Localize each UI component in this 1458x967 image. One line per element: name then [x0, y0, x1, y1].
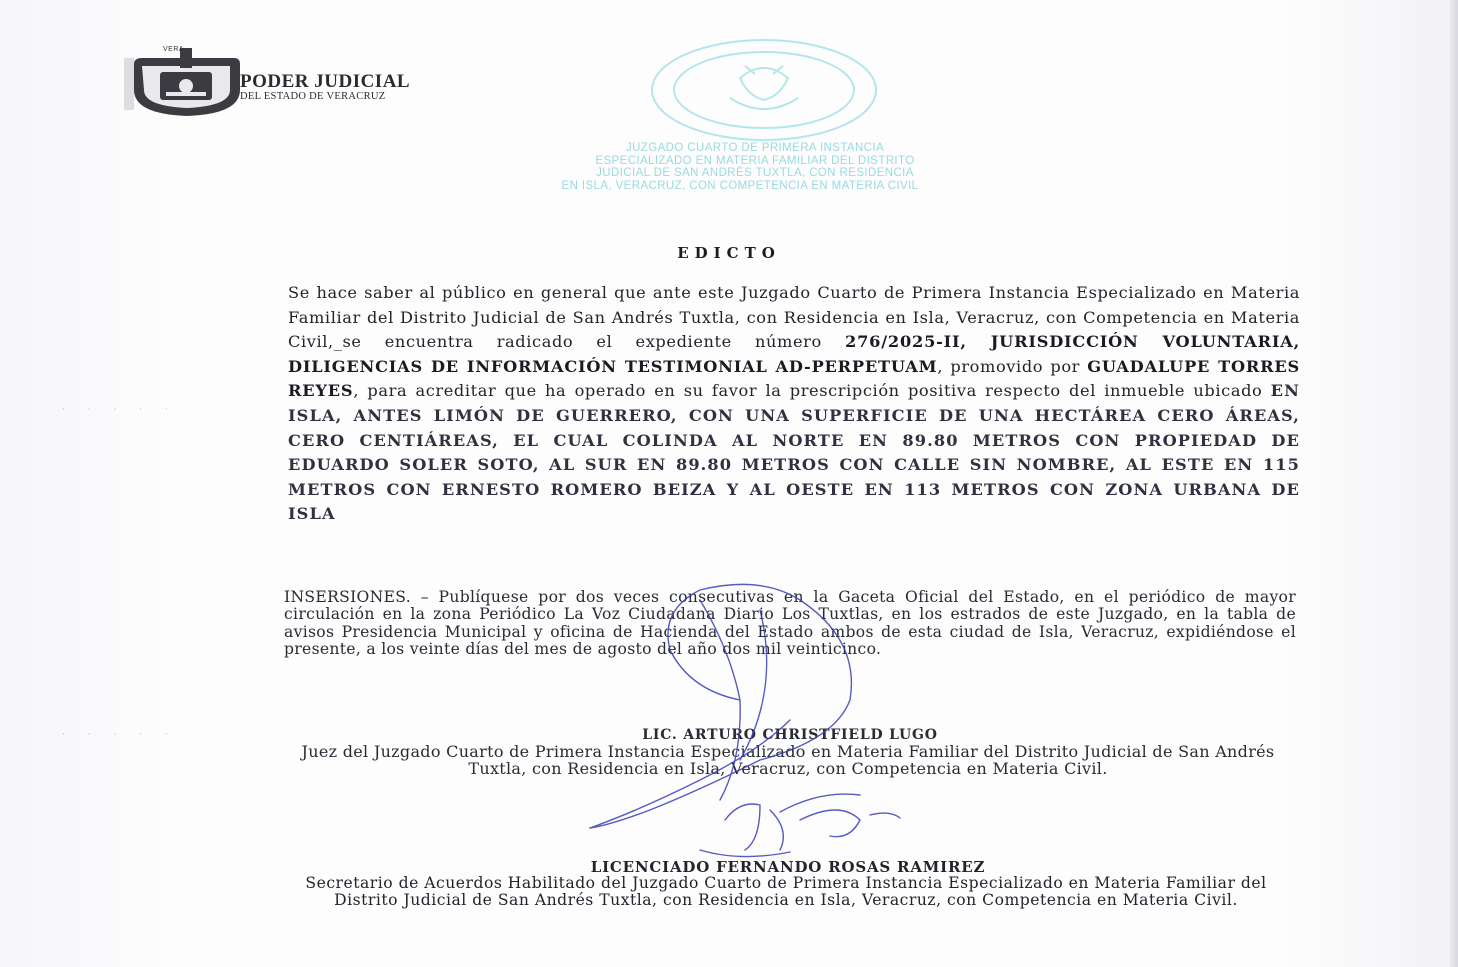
poder-judicial-crest-icon	[122, 42, 247, 118]
scan-marks: · · · · ·	[62, 730, 178, 740]
seal-text	[505, 142, 1005, 192]
court-seal-stamp-icon	[645, 38, 883, 150]
seal-line: JUZGADO CUARTO DE PRIMERA INSTANCIA	[625, 142, 885, 154]
edict-paragraph-2: INSERSIONES. – Publíquese por dos veces consecutivas en la Gaceta Oficial del Estado, en el periódico de mayor circulación en la zona Periódico La Voz Ciudadana Diario Los Tuxtlas, en los estrados de este Juzgado, en la tabla de avisos Presidencia Municipal y oficina de Hacienda del Estado ambos de esta ciudad de Isla, Veracruz, expidiéndose el presente, a los veinte días del mes de agosto del año dos mil veinticinco.	[284, 588, 1296, 658]
intro-text: Se hace saber al público en general que ante este Juzgado Cuarto de Primera Instancia Especializado en Materia Familiar del Distrito Judicial de San Andrés Tuxtla, con Residencia en Isla, Veracruz, con Competencia en Materia Civil,_se encuentra radicado el expediente número	[288, 283, 1300, 352]
org-brand	[240, 72, 410, 102]
seal-line: EN ISLA, VERACRUZ, CON COMPETENCIA EN MATERIA CIVIL	[561, 179, 919, 192]
page-edge	[1450, 0, 1458, 967]
org-subtitle: DEL ESTADO DE VERACRUZ	[240, 91, 386, 102]
signatory-1-name: LIC. ARTURO CHRISTFIELD LUGO	[642, 727, 938, 743]
scan-marks: · · · · ·	[62, 405, 178, 415]
seal-line: JUDICIAL DE SAN ANDRÉS TUXTLA, CON RESIDENCIA	[596, 167, 914, 179]
property-description: EN ISLA, ANTES LIMÓN DE GUERRERO, CON UNA SUPERFICIE DE UNA HECTÁREA CERO ÁREAS, CERO CENTIÁREAS, EL CUAL COLINDA AL NORTE EN 89.80 METROS CON PROPIEDAD DE EDUARDO SOLER SOTO, AL SUR EN 89.80 METROS CON CALLE SIN NOMBRE, AL ESTE EN 115 METROS CON ERNESTO ROMERO BEIZA Y AL OESTE EN 113 METROS CON ZONA URBANA DE ISLA	[288, 381, 1300, 524]
org-name: PODER JUDICIAL	[240, 71, 411, 92]
signatory-1-role: Juez del Juzgado Cuarto de Primera Instancia Especializado en Materia Familiar del Distrito Judicial de San Andrés Tuxtla, con Residencia en Isla, Veracruz, con Competencia en Materia Civil.	[301, 742, 1275, 778]
crest-label: VERA	[163, 46, 185, 53]
seal-line: ESPECIALIZADO EN MATERIA FAMILIAR DEL DISTRITO	[595, 154, 915, 167]
purpose-text: , para acreditar que ha operado en su favor la prescripción positiva respecto del inmueble ubicado	[353, 381, 1263, 401]
case-number: 276/2025-II, JURISDICCIÓN VOLUNTARIA, DILIGENCIAS DE INFORMACIÓN TESTIMONIAL AD-PERPETUAM	[288, 332, 1301, 376]
promoted-by-text: , promovido por	[937, 356, 1081, 376]
signatory-2-role: Secretario de Acuerdos Habilitado del Juzgado Cuarto de Primera Instancia Especializado en Materia Familiar del Distrito Judicial de San Andrés Tuxtla, con Residencia en Isla, Veracruz, con Competencia en Materia Civil.	[305, 874, 1267, 909]
signatory-2-name: LICENCIADO FERNANDO ROSAS RAMIREZ	[590, 858, 986, 876]
edict-paragraph-1	[288, 281, 1300, 527]
document-title: EDICTO	[677, 244, 781, 262]
promoter-name: GUADALUPE TORRES REYES	[288, 356, 1300, 401]
